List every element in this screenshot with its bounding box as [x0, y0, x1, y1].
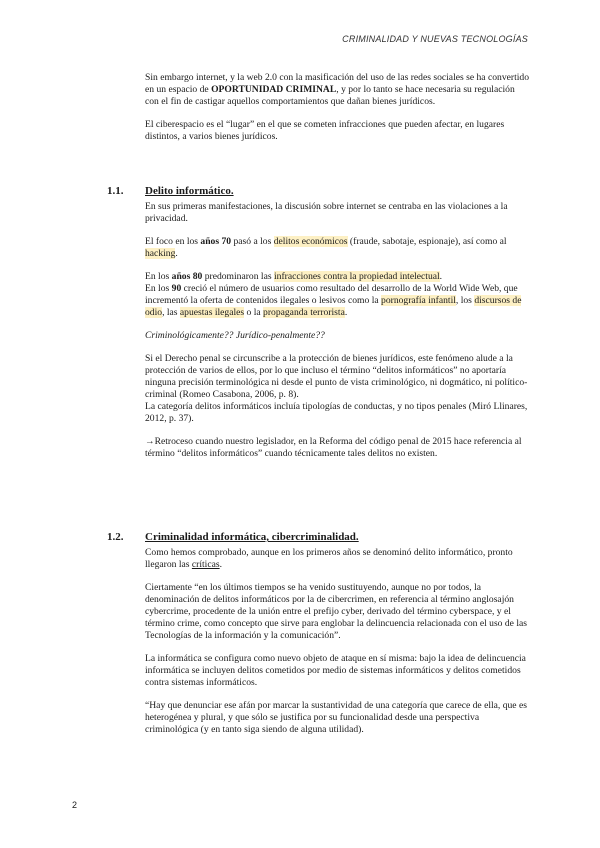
- running-header: CRIMINALIDAD Y NUEVAS TECNOLOGÍAS: [342, 34, 528, 44]
- section-1-2-body: [145, 547, 530, 747]
- section-title: Criminalidad informática, cibercriminalidad.: [145, 531, 359, 543]
- italic-question: Criminológicamente?? Jurídico-penalmente??: [145, 330, 325, 341]
- paragraph-retroceso: →Retroceso cuando nuestro legislador, en la Reforma del código penal de 2015 hace referencia al término “delitos informáticos” cuando técnicamente tales delitos no existen.: [145, 436, 522, 459]
- paragraph: Como hemos comprobado, aunque en los primeros años se denominó delito informático, pronto llegaron las críticas.: [145, 547, 513, 570]
- paragraph: En los años 80 predominaron las infracciones contra la propiedad intelectual. En los 90 creció el número de usuarios como resultado del desarrollo de la World Wide Web, que incrementó la oferta de contenidos ilegales o lesivos como la pornografía infantil, los discursos de odio, las apuestas ilegales o la propaganda terrorista.: [145, 271, 522, 318]
- paragraph: La categoría delitos informáticos incluía tipologías de conductas, y no tipos penales (Miró Llinares, 2012, p. 37).: [145, 401, 528, 424]
- opportunity-criminal-bold: OPORTUNIDAD CRIMINAL: [211, 84, 337, 95]
- paragraph: Si el Derecho penal se circunscribe a la protección de bienes jurídicos, este fenómeno alude a la protección de varios de ellos, por lo que incluso el término “delitos informáticos” no aportaría ninguna precisión terminológica ni desde el punto de vista criminológico, ni dogmático, ni político-criminal (Romeo Casabona, 2006, p. 8).: [145, 353, 528, 400]
- highlight: delitos económicos: [273, 236, 348, 247]
- intro-paragraph-1: Sin embargo internet, y la web 2.0 con la masificación del uso de las redes sociales se ha convertido en un espacio de OPORTUNIDAD CRIMINAL, y por lo tanto se hace necesaria su regulación con el fin de castigar aquellos comportamientos que dañan bienes jurídicos.: [145, 72, 529, 107]
- highlight: propaganda terrorista: [263, 307, 345, 318]
- highlight: discursos de odio: [145, 295, 522, 318]
- paragraph: El foco en los años 70 pasó a los delitos económicos (fraude, sabotaje, espionaje), así como al hacking.: [145, 236, 507, 259]
- highlight: apuestas ilegales: [179, 307, 245, 318]
- paragraph: En sus primeras manifestaciones, la discusión sobre internet se centraba en las violaciones a la privacidad.: [145, 201, 508, 224]
- highlight: hacking: [145, 248, 176, 259]
- intro-paragraph-2: El ciberespacio es el “lugar” en el que se cometen infracciones que pueden afectar, en lugares distintos, a varios bienes jurídicos.: [145, 119, 505, 142]
- section-number: 1.1.: [107, 185, 124, 197]
- underlined-word: críticas: [191, 559, 220, 570]
- page-number: 2: [72, 800, 78, 810]
- intro-block: [145, 72, 530, 154]
- paragraph: La informática se configura como nuevo objeto de ataque en sí misma: bajo la idea de delincuencia informática se incluyen delitos cometidos por medio de sistemas informáticos y delitos cometidos contra sistemas informáticos.: [145, 653, 526, 688]
- paragraph: “Hay que denunciar ese afán por marcar la sustantividad de una categoría que carece de ella, que es heterogénea y plural, y que sólo se justifica por su funcionalidad desde una perspectiva criminológica (y en tanto siga siendo de alguna utilidad).: [145, 700, 527, 735]
- paragraph: Ciertamente “en los últimos tiempos se ha venido sustituyendo, aunque no por todos, la denominación de delitos informáticos por la de cibercrimen, en referencia al término anglosajón cybercrime, procedente de la unión entre el prefijo cyber, derivado del término cyberspace, y el término crime, como concepto que sirve para englobar la delincuencia relacionada con el uso de las Tecnologías de la información y la comunicación”.: [145, 582, 527, 641]
- section-title: Delito informático.: [145, 185, 234, 197]
- highlight: pornografía infantil: [381, 295, 456, 306]
- highlight: infracciones contra la propiedad intelectual: [273, 271, 440, 282]
- section-number: 1.2.: [107, 531, 124, 543]
- section-1-1-body: [145, 201, 530, 471]
